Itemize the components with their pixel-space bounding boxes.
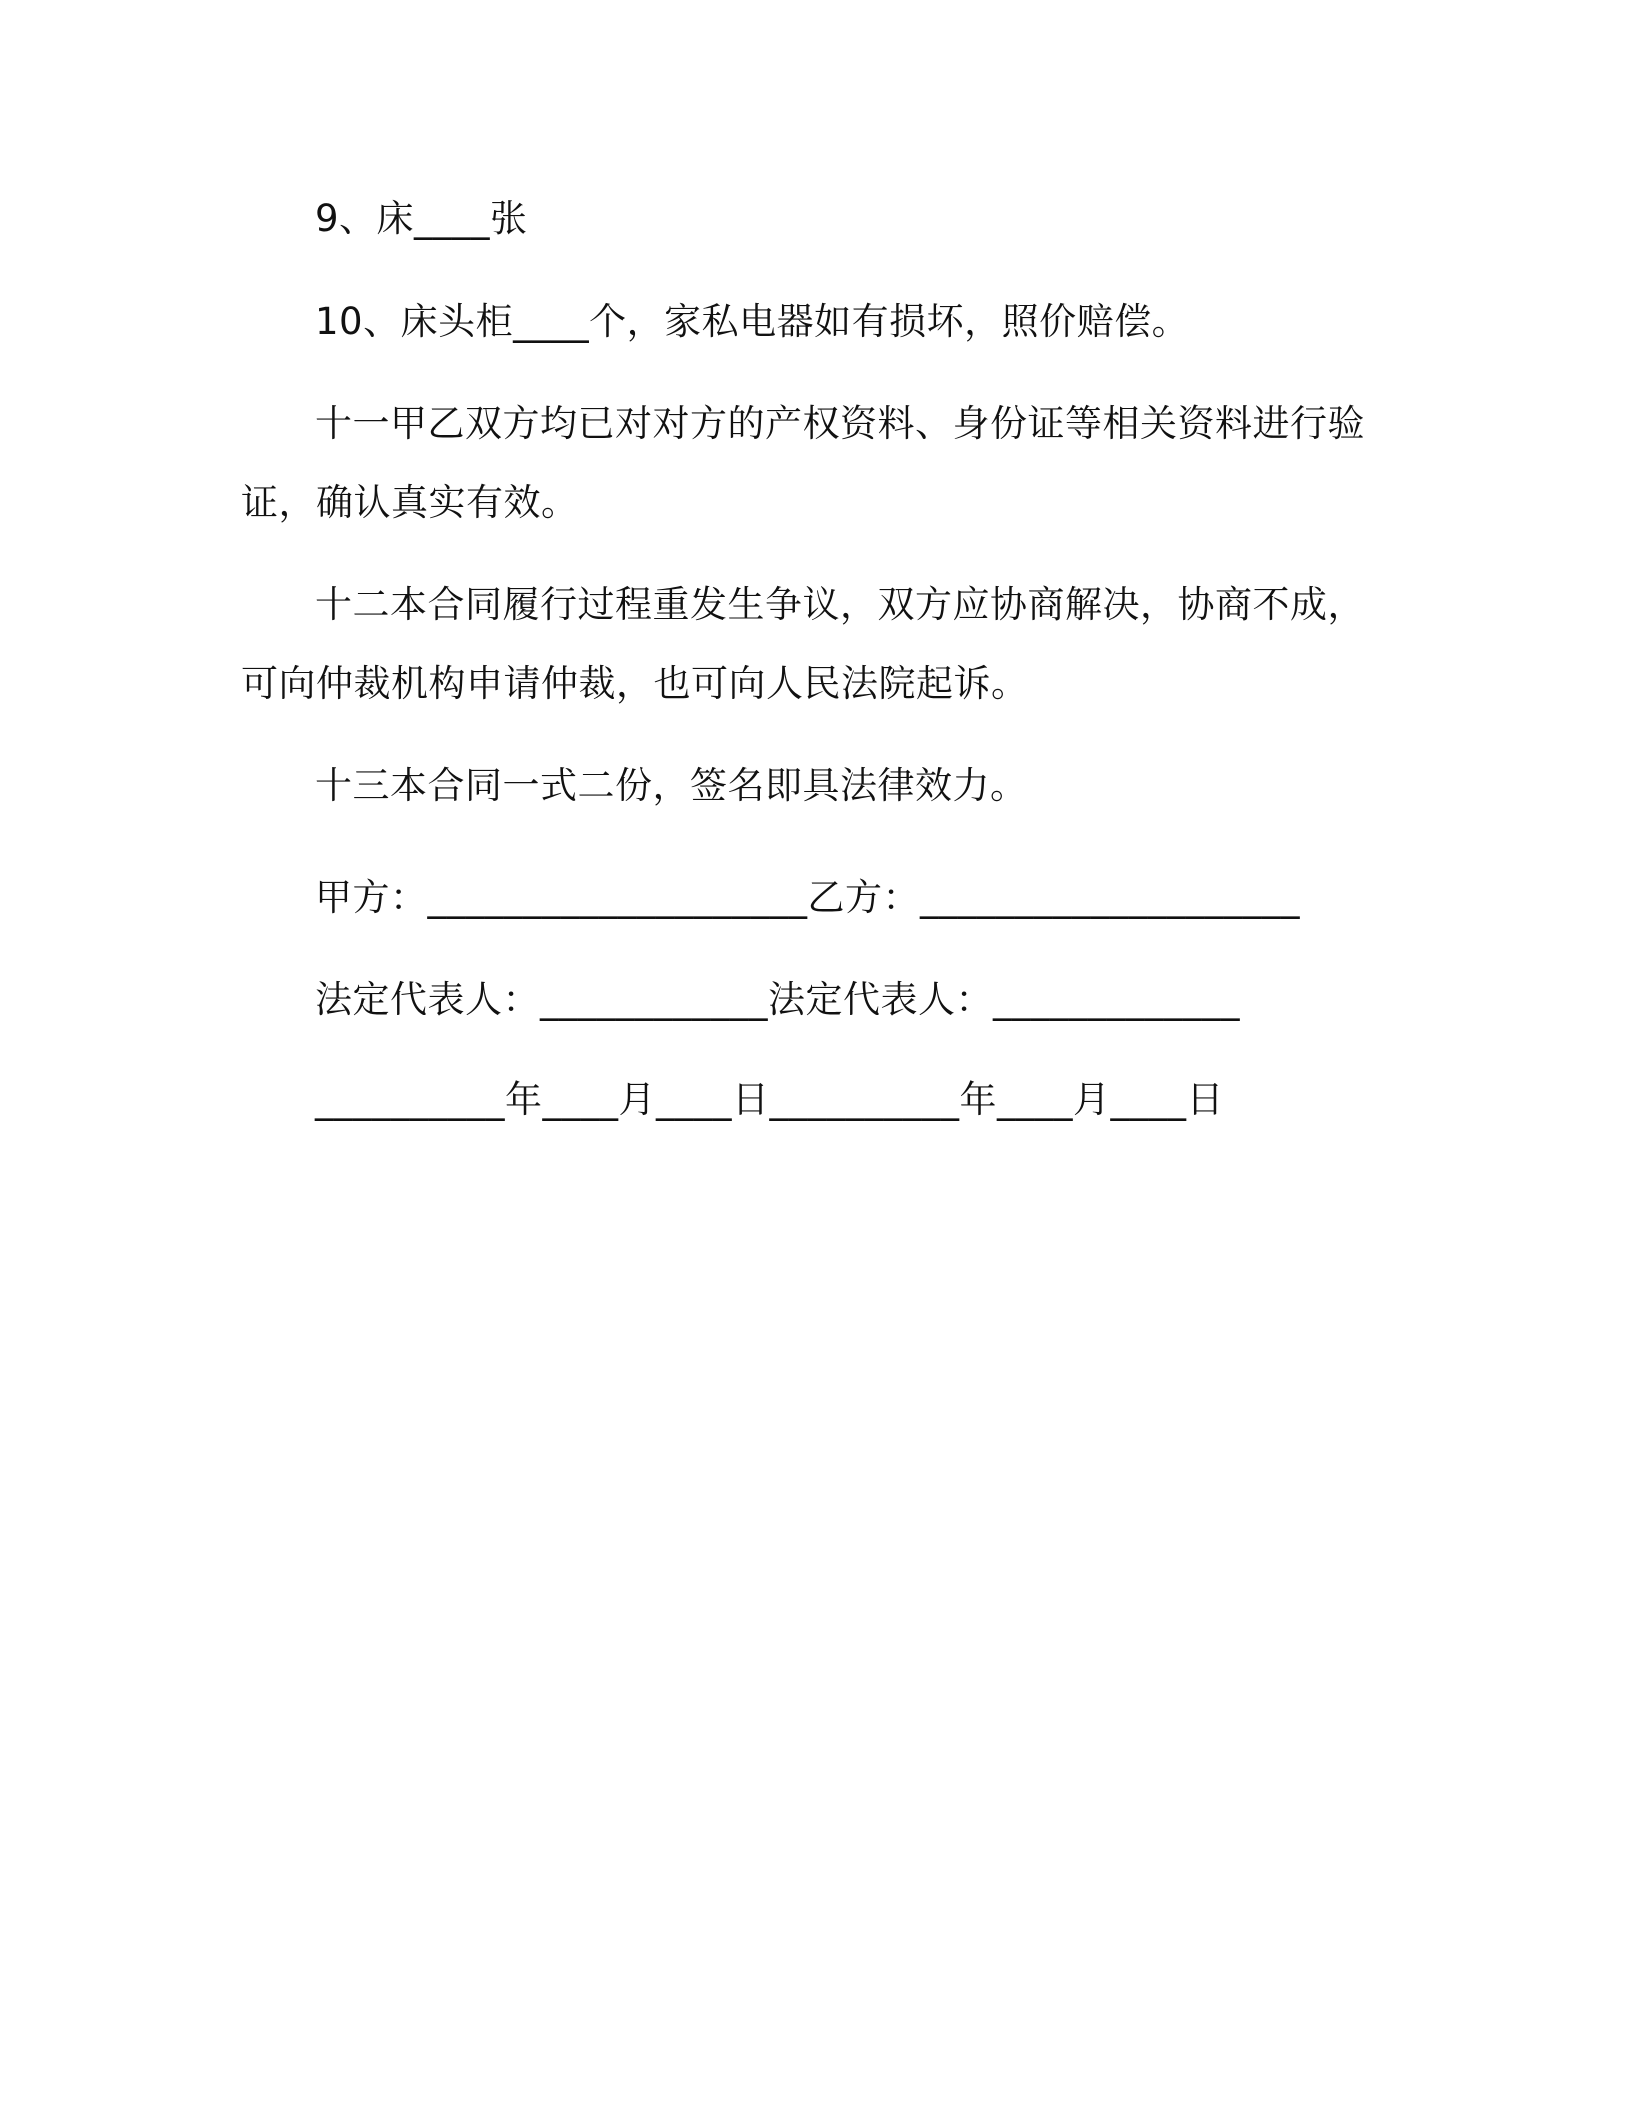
clause-12-line-2: 可向仲裁机构申请仲裁，也可向人民法院起诉。 — [241, 662, 1029, 705]
clause-11-line-1: 十一甲乙双方均已对对方的产权资料、身份证等相关资料进行验 — [315, 402, 1365, 445]
signature-parties-line: 甲方：____________________乙方：____________________ — [315, 876, 1300, 919]
signature-dates-line: __________年____月____日__________年____月____日 — [315, 1078, 1224, 1121]
clause-item-9: 9、床____张 — [315, 197, 528, 240]
clause-item-10: 10、床头柜____个，家私电器如有损坏，照价赔偿。 — [315, 300, 1190, 343]
clause-13: 十三本合同一式二份，签名即具法律效力。 — [315, 764, 1028, 807]
clause-11-line-2: 证，确认真实有效。 — [241, 481, 579, 524]
clause-12-line-1: 十二本合同履行过程重发生争议，双方应协商解决，协商不成， — [315, 583, 1365, 626]
signature-representatives-line: 法定代表人：____________法定代表人：_____________ — [315, 978, 1240, 1021]
